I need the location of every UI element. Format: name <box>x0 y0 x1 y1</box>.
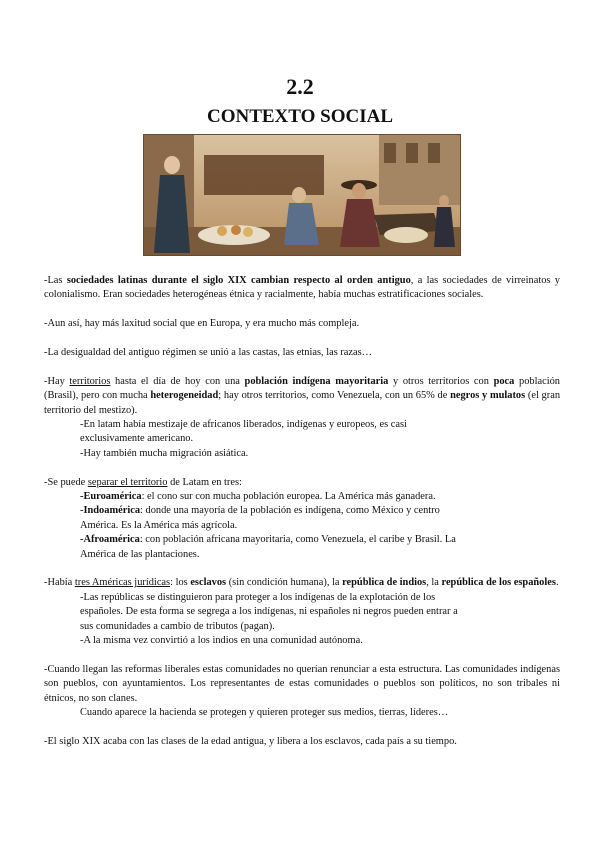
indented-line: -A la misma vez convirtió a los indios en una comunidad autónoma. <box>80 635 363 647</box>
text: , a las sociedades de virreinatos y colonialismo. Eran sociedades heterogéneas étnica y racialmente, había muchas estratificaciones sociales. <box>44 275 560 301</box>
list-item <box>44 533 560 547</box>
bold-text: república de los españoles <box>441 577 556 589</box>
text: -Se puede <box>44 476 88 488</box>
text: , la <box>426 577 442 589</box>
text: ; hay otros territorios, como Venezuela, con un 65% de <box>218 390 451 402</box>
colonial-market-painting <box>143 134 461 256</box>
bold-text: sociedades latinas durante el siglo XIX cambian respecto al orden antiguo <box>66 275 411 286</box>
bold-text: poca <box>493 375 515 387</box>
text: : el cono sur con mucha población europea. La América más ganadera. <box>141 491 436 503</box>
underlined-text: tres Américas jurídicas <box>74 577 171 589</box>
paragraph-7 <box>44 663 560 721</box>
text: : los <box>170 577 191 589</box>
indented-line: América. Es la América más agrícola. <box>80 519 238 531</box>
paragraph-6 <box>44 576 560 648</box>
underlined-text: separar el territorio <box>87 476 168 488</box>
bold-text: heterogeneidad <box>150 390 219 402</box>
text: -Hay <box>44 375 70 387</box>
paragraph-2: -Aun así, hay más laxitud social que en Europa, y era mucho más compleja. <box>44 318 360 330</box>
bold-text: negros y mulatos <box>450 390 526 402</box>
text: (sin condición humana), la <box>226 577 343 589</box>
list-item <box>44 504 560 518</box>
document-body <box>44 274 560 764</box>
indented-line: -Las repúblicas se distinguieron para proteger a los indígenas de la explotación de los <box>80 591 436 603</box>
indented-line: españoles. De esta forma se segrega a los indígenas, ni españoles ni negros pueden entrar a <box>80 606 458 618</box>
underlined-text: territorios <box>69 375 111 387</box>
indented-line: -En latam había mestizaje de africanos liberados, indígenas y europeos, es casi <box>80 419 407 431</box>
indented-line: América de las plantaciones. <box>80 548 200 560</box>
text: (el gran territorio del mestizo). <box>44 390 561 416</box>
text: -Las <box>44 275 67 286</box>
bold-text: -Afroamérica <box>80 534 140 546</box>
section-number: 2.2 <box>286 74 314 99</box>
text: -Había <box>44 577 75 589</box>
bold-text: república de indios <box>342 577 427 589</box>
list-item <box>44 490 560 504</box>
text: : donde una mayoría de la población es indígena, como México y centro <box>140 505 440 517</box>
paragraph-5 <box>44 476 560 562</box>
indented-line: -Hay también mucha migración asiática. <box>80 447 249 459</box>
text: población (Brasil), pero con mucha <box>44 375 560 402</box>
text: . <box>555 577 559 589</box>
paragraph-4 <box>44 375 560 461</box>
indented-line: Cuando aparece la hacienda se protegen y quieren proteger sus medios, tierras, líderes… <box>80 707 449 719</box>
bold-text: población indígena mayoritaria <box>244 375 389 387</box>
bold-text: esclavos <box>190 577 227 589</box>
text: -Cuando llegan las reformas liberales estas comunidades no querían renunciar a esta estructura. Las comunidades indígenas son pueblos, con ayuntamientos. Los representantes de estas comunidades o pueblos son políticos, no son tribales ni étnicos, no son clanes. <box>44 663 560 704</box>
text: hasta el día de hoy con una <box>110 375 245 387</box>
indented-line: sus comunidades a cambio de tributos (pagan). <box>80 620 275 632</box>
section-title: CONTEXTO SOCIAL <box>206 106 393 127</box>
indented-line: exclusivamente americano. <box>80 433 194 445</box>
text: de Latam en tres: <box>167 476 242 488</box>
text: y otros territorios con <box>388 375 494 387</box>
text: : con población africana mayoritaria, como Venezuela, el caribe y Brasil. La <box>139 534 456 546</box>
bold-text: -Indoamérica <box>80 505 141 517</box>
bold-text: -Euroamérica <box>80 491 142 503</box>
paragraph-8: -El siglo XIX acaba con las clases de la edad antigua, y libera a los esclavos, cada país a su tiempo. <box>44 735 457 747</box>
paragraph-1 <box>44 274 560 303</box>
paragraph-3: -La desigualdad del antiguo régimen se unió a las castas, las etnias, las razas… <box>44 347 373 358</box>
